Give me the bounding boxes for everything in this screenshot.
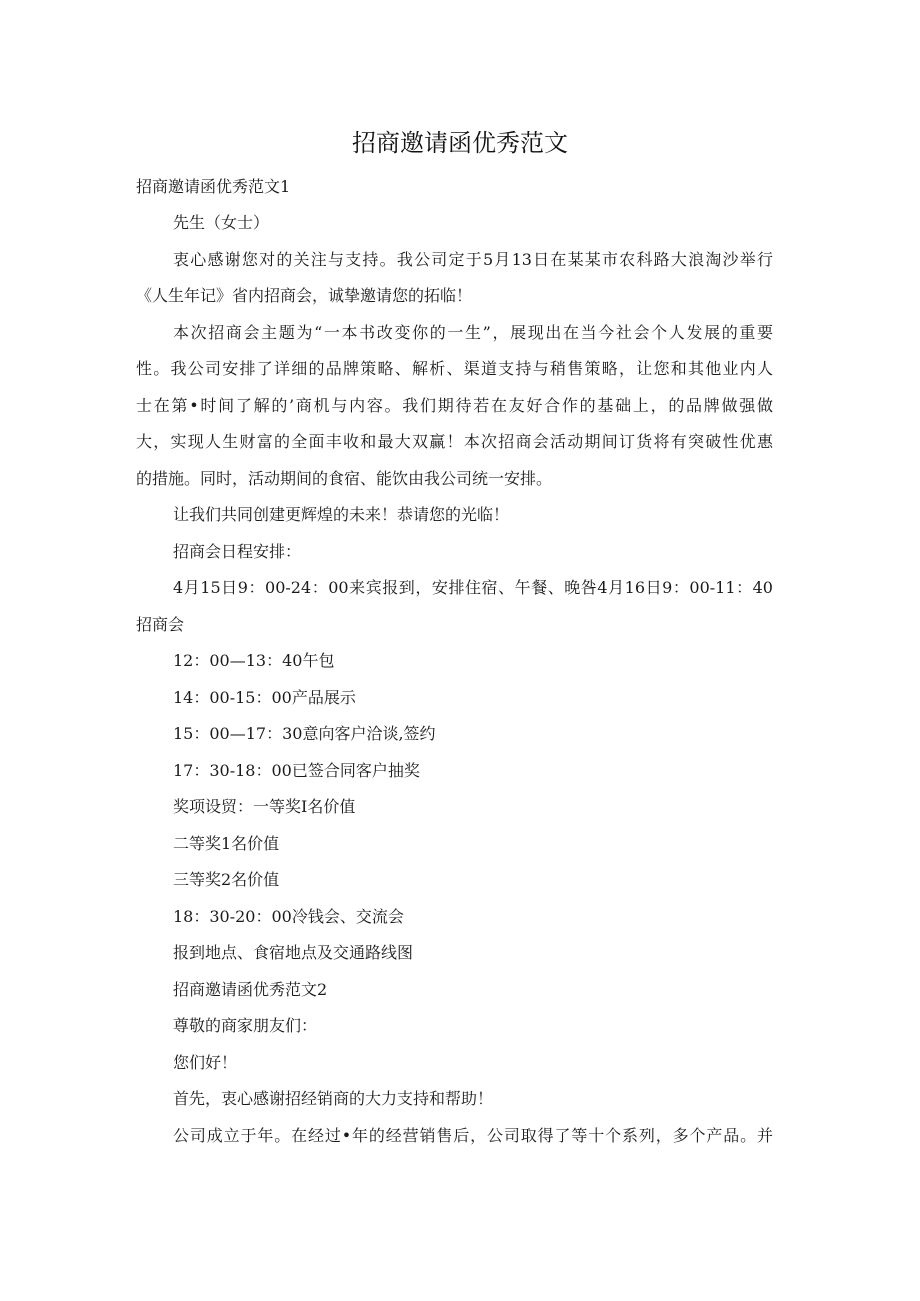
prize-item: 奖项设贸：一等奖I名价值	[173, 797, 356, 816]
paragraph-line: 本次招商会主题为“一本书改变你的一生”，展现出在当今社会个人发展的重要	[173, 323, 773, 342]
paragraph-line: 公司成立于年。在经过•年的经营销售后，公司取得了等十个系列，多个产品。并	[173, 1126, 773, 1145]
salutation: 先生（女士）	[173, 213, 270, 232]
schedule-item: 18：30-20：00冷钱会、交流会	[173, 907, 404, 926]
paragraph-line: 士在第•时间了解的’商机与内容。我们期待若在友好合作的基础上，的品牌做强做	[136, 396, 773, 415]
document-title: 招商邀请函优秀范文	[352, 129, 568, 157]
paragraph-line: 性。我公司安排了详细的品牌策略、解析、渠道支持与稍售策略，让您和其他业内人	[136, 359, 773, 378]
paragraph-line: 《人生年记》省内招商会，诚挚邀请您的拓临！	[136, 286, 473, 305]
paragraph-line: 衷心感谢您对的关注与支持。我公司定于5月13日在某某市农科路大浪淘沙举行	[173, 250, 773, 269]
paragraph-line: 的措施。同时，活动期间的食宿、能饮由我公司统一安排。	[136, 469, 553, 488]
greeting: 您们好！	[173, 1053, 238, 1072]
schedule-item: 12：00—13：40午包	[173, 651, 335, 670]
paragraph-line: 让我们共同创建更辉煌的未来！恭请您的光临！	[173, 505, 510, 524]
paragraph-line: 大，实现人生财富的全面丰收和最大双赢！本次招商会活动期间订货将有突破性优惠	[136, 432, 773, 451]
section-heading-2: 招商邀请函优秀范文2	[173, 980, 328, 999]
schedule-item: 17：30-18：00已签合同客户抽奖	[173, 761, 420, 780]
paragraph-line: 首先，衷心感谢招经销商的大力支持和帮助！	[173, 1089, 494, 1108]
location-note: 报到地点、食宿地点及交通路线图	[173, 943, 414, 962]
prize-item: 二等奖1名价值	[173, 834, 280, 853]
schedule-item: 15：00—17：30意向客户洽谈,签约	[173, 724, 436, 743]
salutation: 尊敬的商家朋友们：	[173, 1016, 318, 1035]
schedule-item: 招商会	[136, 615, 185, 634]
schedule-item: 4月15日9：00-24：00来宾报到，安排住宿、午餐、晚咎4月16日9：00-11：40	[173, 578, 773, 597]
prize-item: 三等奖2名价值	[173, 870, 280, 889]
schedule-heading: 招商会日程安排：	[173, 542, 302, 561]
schedule-item: 14：00-15：00产品展示	[173, 688, 356, 707]
section-heading-1: 招商邀请函优秀范文1	[136, 177, 291, 196]
